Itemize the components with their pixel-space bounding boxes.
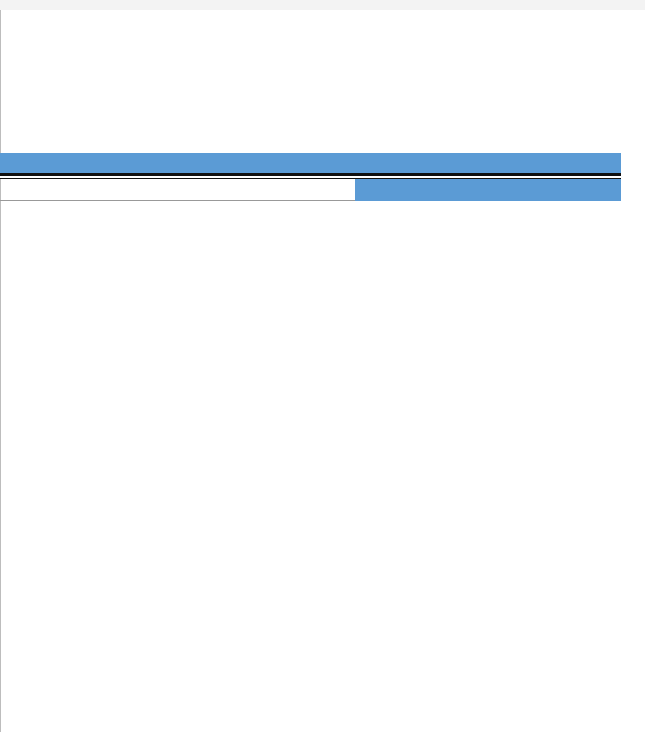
total-box [355, 179, 621, 201]
top-bar [0, 0, 645, 10]
total-row-rule [0, 200, 355, 201]
cases-table [0, 153, 621, 201]
total-row [0, 179, 621, 201]
table-header-row [0, 153, 621, 173]
page-edge [0, 10, 1, 732]
